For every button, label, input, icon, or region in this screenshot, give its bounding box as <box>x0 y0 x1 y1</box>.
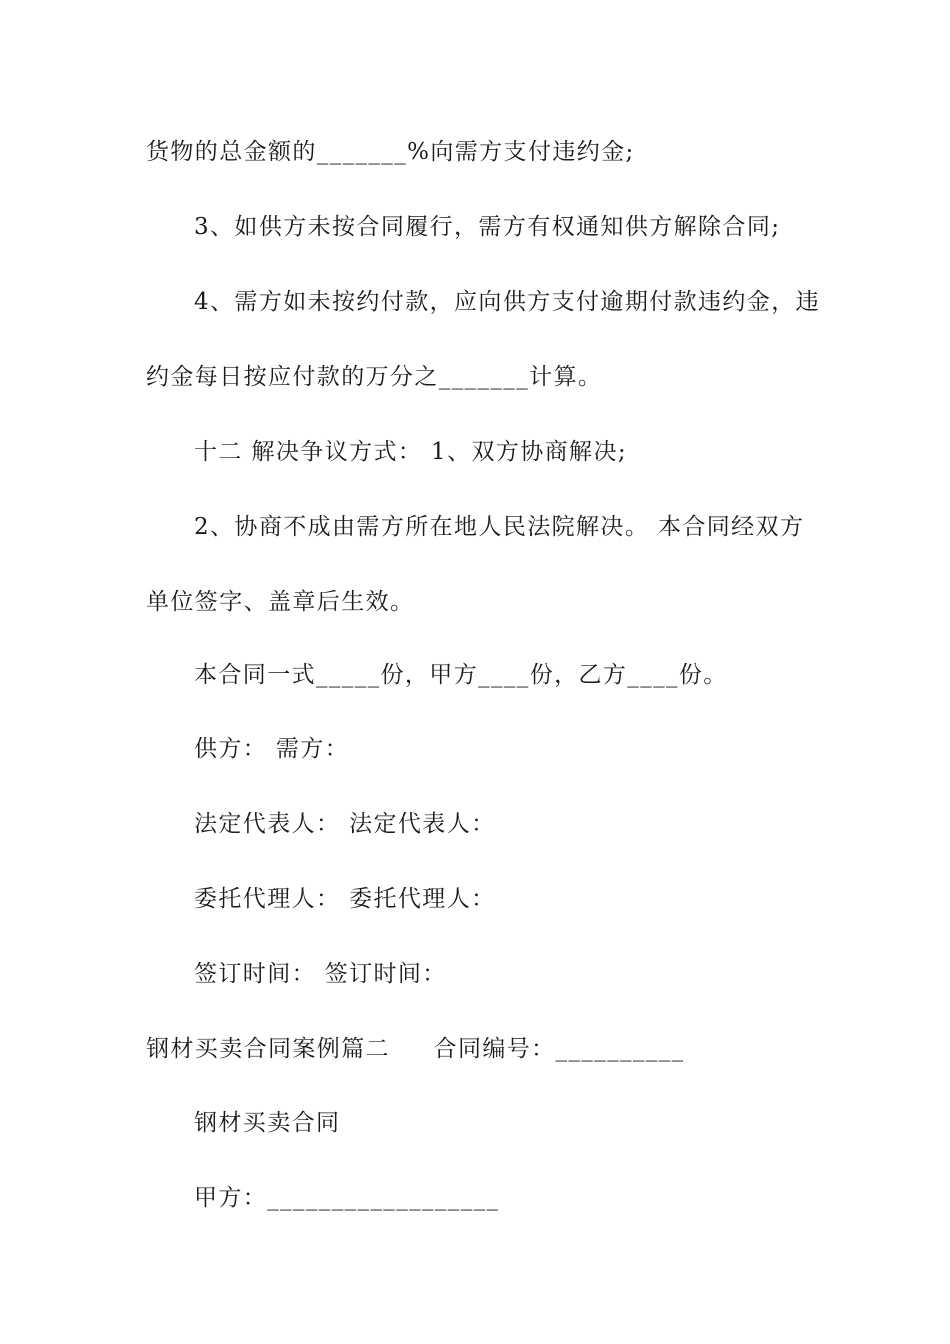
signature-dates: 签订时间： 签订时间： <box>194 961 447 987</box>
clause-4-late-payment: 4、需方如未按约付款，应向供方支付逾期付款违约金，违 <box>194 289 821 315</box>
signature-agents: 委托代理人： 委托代理人： <box>194 886 496 912</box>
dispute-clause-2: 2、协商不成由需方所在地人民法院解决。 本合同经双方 <box>194 514 805 540</box>
signature-parties: 供方： 需方： <box>194 736 350 762</box>
section-12-dispute-resolution: 十二 解决争议方式： 1、双方协商解决; <box>194 439 628 465</box>
clause-4-continuation: 约金每日按应付款的万分之_______计算。 <box>146 364 603 390</box>
copies-clause: 本合同一式_____份，甲方____份，乙方____份。 <box>194 662 728 688</box>
clause-3-termination: 3、如供方未按合同履行，需方有权通知供方解除合同; <box>194 214 781 240</box>
clause-penalty-percent-line: 货物的总金额的_______%向需方支付违约金; <box>146 139 635 165</box>
party-a-field: 甲方：__________________ <box>194 1185 500 1211</box>
signature-legal-representatives: 法定代表人： 法定代表人： <box>194 811 496 837</box>
effectiveness-clause: 单位签字、盖章后生效。 <box>146 589 415 615</box>
contract-2-heading: 钢材买卖合同案例篇二 合同编号：__________ <box>146 1036 685 1062</box>
contract-2-title: 钢材买卖合同 <box>194 1110 341 1136</box>
